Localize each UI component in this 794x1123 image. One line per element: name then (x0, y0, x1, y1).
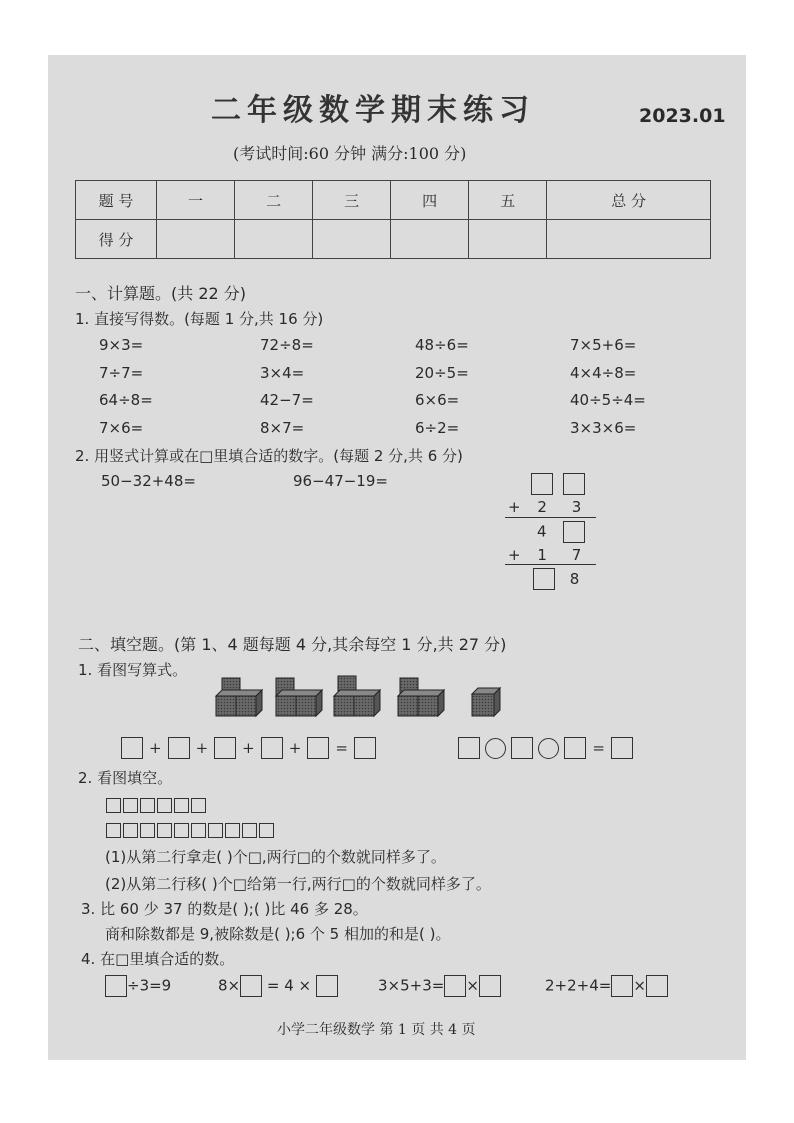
fill-expr-1 (105, 975, 171, 997)
square-shape (157, 823, 172, 838)
section2-q3-line1: 3. 比 60 少 37 的数是( );( )比 46 多 28。 (81, 900, 368, 918)
score-table (75, 180, 711, 259)
calc-item: 20÷5= (415, 364, 469, 382)
score-row-label: 得 分 (76, 220, 157, 259)
page-title: 二年级数学期末练习 (211, 93, 535, 128)
vertical-add-2-result (533, 568, 579, 590)
calc-item: 72÷8= (260, 336, 314, 354)
square-shape (174, 823, 189, 838)
digit-blank-box[interactable] (533, 568, 555, 590)
answer-box[interactable] (479, 975, 501, 997)
answer-box[interactable] (307, 737, 329, 759)
answer-box[interactable] (168, 737, 190, 759)
vertical-add-1-second (508, 498, 581, 516)
plus-sign: + (195, 739, 209, 757)
section2-q1-title: 1. 看图写算式。 (78, 661, 188, 679)
section2-q2-title: 2. 看图填空。 (78, 769, 173, 787)
plus-sign: + (149, 739, 162, 757)
plus-sign: + (508, 498, 521, 516)
calc-item: 6×6= (415, 391, 460, 409)
expr-text: = 4 × (266, 976, 312, 995)
vertical-add-1-top (531, 473, 585, 495)
cube-group-2 (276, 678, 322, 716)
square-shape (191, 823, 206, 838)
operator-equation (458, 737, 633, 759)
score-table-header-row (76, 181, 711, 220)
square-shape (174, 798, 189, 813)
score-cell[interactable] (235, 220, 313, 259)
calc-item: 64÷8= (99, 391, 153, 409)
addition-equation (121, 737, 376, 759)
square-shape (123, 823, 138, 838)
cubes-illustration (214, 668, 514, 720)
vertical-calc-expr-1: 50−32+48= (101, 472, 196, 490)
square-shape (225, 823, 240, 838)
digit: 1 (537, 546, 547, 564)
score-table-col-4: 四 (391, 181, 469, 220)
calc-item: 7×6= (99, 419, 144, 437)
plus-sign: + (242, 739, 255, 757)
square-shape (191, 798, 206, 813)
calc-item: 40÷5÷4= (570, 391, 646, 409)
square-shape (140, 798, 155, 813)
answer-box[interactable] (105, 975, 127, 997)
score-cell[interactable] (547, 220, 711, 259)
square-row-1 (106, 795, 208, 814)
answer-box[interactable] (214, 737, 236, 759)
plus-sign: + (288, 739, 302, 757)
vertical-add-2-second (508, 546, 581, 564)
equals-sign: = (592, 739, 605, 757)
page-footer: 小学二年级数学 第 1 页 共 4 页 (277, 1022, 476, 1038)
fill-expr-2 (218, 975, 338, 997)
score-table-col-2: 二 (235, 181, 313, 220)
answer-box[interactable] (261, 737, 283, 759)
cube-group-3 (334, 676, 380, 716)
section2-heading: 二、填空题。(第 1、4 题每题 4 分,其余每空 1 分,共 27 分) (78, 635, 507, 654)
square-shape (106, 798, 121, 813)
vertical-add-1-result (537, 521, 585, 543)
answer-box[interactable] (611, 975, 633, 997)
digit: 7 (571, 546, 582, 564)
square-row-2 (106, 820, 276, 839)
answer-box[interactable] (444, 975, 466, 997)
fill-expr-3 (378, 975, 501, 997)
calc-item: 6÷2= (415, 419, 460, 437)
answer-box[interactable] (240, 975, 262, 997)
digit-blank-box[interactable] (563, 473, 585, 495)
exam-subtitle: (考试时间:60 分钟 满分:100 分) (233, 144, 467, 163)
vertical-calc-expr-2: 96−47−19= (293, 472, 388, 490)
score-cell[interactable] (313, 220, 391, 259)
digit: 3 (571, 498, 582, 516)
square-shape (259, 823, 274, 838)
expr-text: 2+2+4= (545, 976, 612, 995)
digit: 2 (537, 498, 547, 516)
answer-box[interactable] (458, 737, 480, 759)
plus-sign: + (508, 546, 521, 564)
score-cell[interactable] (157, 220, 235, 259)
answer-box[interactable] (121, 737, 143, 759)
calc-item: 9×3= (99, 336, 144, 354)
calc-item: 4×4÷8= (570, 364, 637, 382)
square-shape (106, 823, 121, 838)
calc-item: 48÷6= (415, 336, 469, 354)
score-table-score-row (76, 220, 711, 259)
cube-single (472, 688, 500, 716)
score-cell[interactable] (391, 220, 469, 259)
square-shape (140, 823, 155, 838)
square-shape (242, 823, 257, 838)
section2-q2-sub1: (1)从第二行拿走( )个□,两行□的个数就同样多了。 (105, 848, 446, 866)
answer-box[interactable] (511, 737, 533, 759)
vertical-add-2-line (505, 564, 596, 565)
equals-sign: = (335, 739, 348, 757)
square-shape (123, 798, 138, 813)
expr-text: 8× (218, 976, 241, 995)
calc-item: 42−7= (260, 391, 314, 409)
cube-group-4 (398, 678, 444, 716)
digit-blank-box[interactable] (563, 521, 585, 543)
section2-q2-sub2: (2)从第二行移( )个□给第一行,两行□的个数就同样多了。 (105, 875, 491, 893)
digit: 4 (537, 522, 547, 541)
operator-circle[interactable] (485, 738, 506, 759)
expr-text: 3×5+3= (378, 976, 445, 995)
digit-blank-box[interactable] (531, 473, 553, 495)
expr-text: ÷3=9 (127, 976, 172, 995)
score-table-col-3: 三 (313, 181, 391, 220)
operator-circle[interactable] (538, 738, 559, 759)
section1-q2-title: 2. 用竖式计算或在□里填合适的数字。(每题 2 分,共 6 分) (75, 447, 463, 465)
score-table-col-label: 题 号 (76, 181, 157, 220)
calc-item: 3×3×6= (570, 419, 637, 437)
calc-item: 3×4= (260, 364, 305, 382)
answer-box[interactable] (611, 737, 633, 759)
answer-box[interactable] (354, 737, 376, 759)
section2-q4-title: 4. 在□里填合适的数。 (81, 950, 235, 968)
expr-text: × (466, 976, 479, 995)
answer-box[interactable] (316, 975, 338, 997)
fill-expr-4 (545, 975, 668, 997)
calc-item: 8×7= (260, 419, 305, 437)
square-shape (208, 823, 223, 838)
answer-box[interactable] (646, 975, 668, 997)
section1-q1-title: 1. 直接写得数。(每题 1 分,共 16 分) (75, 310, 324, 328)
digit: 8 (569, 569, 580, 588)
score-cell[interactable] (469, 220, 547, 259)
expr-text: × (633, 976, 646, 995)
vertical-add-1-line (505, 517, 596, 518)
calc-item: 7÷7= (99, 364, 144, 382)
score-table-col-1: 一 (157, 181, 235, 220)
calc-item: 7×5+6= (570, 336, 637, 354)
score-table-col-total: 总 分 (547, 181, 711, 220)
score-table-col-5: 五 (469, 181, 547, 220)
section1-heading: 一、计算题。(共 22 分) (75, 284, 247, 303)
exam-paper (48, 55, 746, 1060)
section2-q3-line2: 商和除数都是 9,被除数是( );6 个 5 相加的和是( )。 (105, 925, 451, 943)
cube-group-1 (216, 678, 262, 716)
answer-box[interactable] (564, 737, 586, 759)
square-shape (157, 798, 172, 813)
exam-date: 2023.01 (639, 105, 726, 127)
